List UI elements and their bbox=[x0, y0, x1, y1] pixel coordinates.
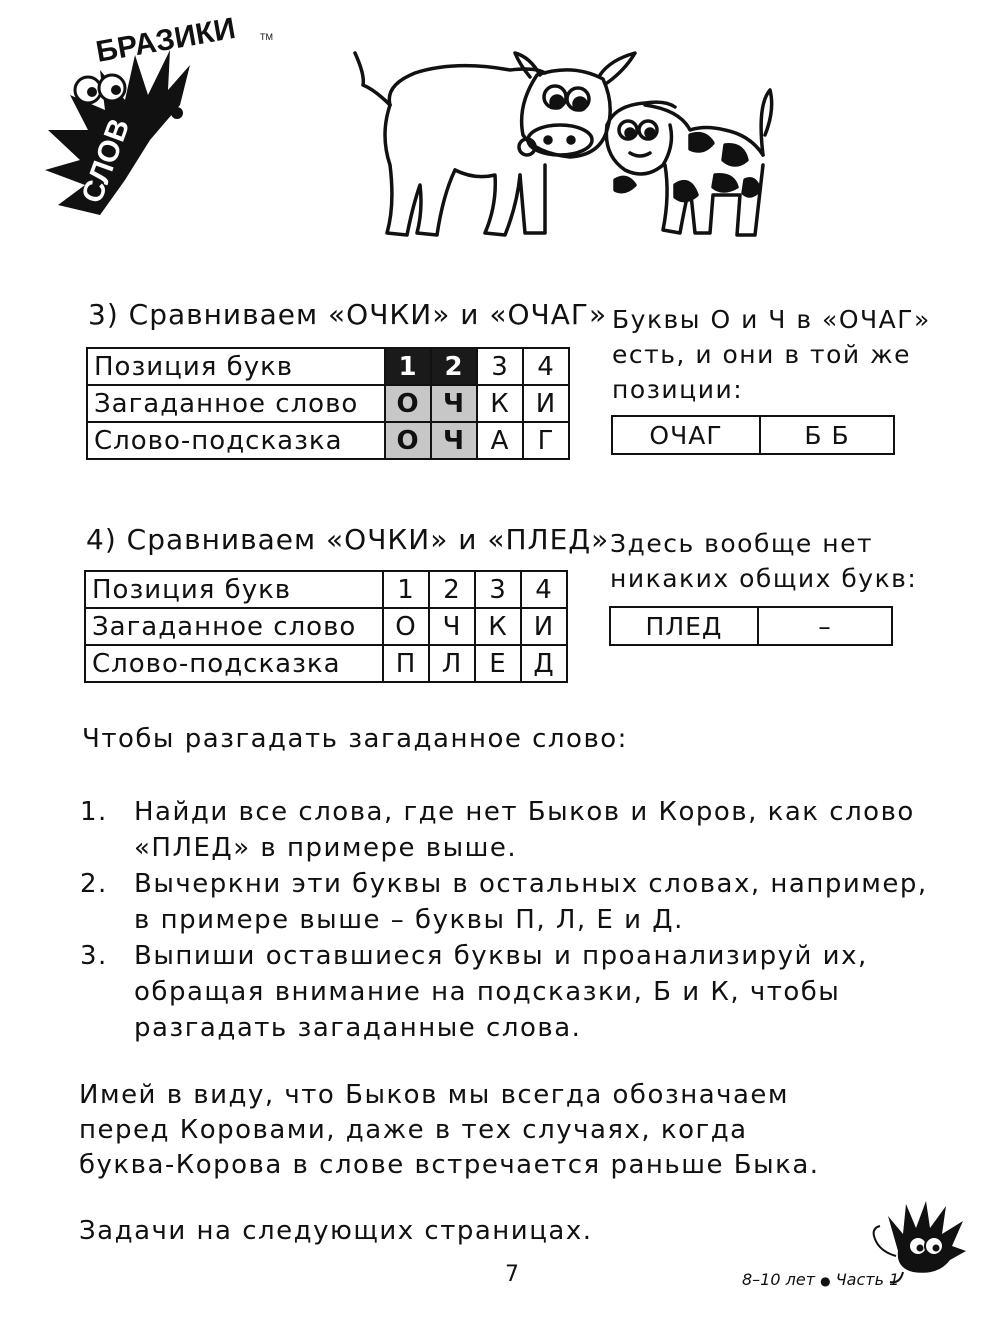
table-row bbox=[87, 422, 569, 459]
part-label: Часть 1 bbox=[835, 1270, 900, 1289]
note-line: Буквы О и Ч в «ОЧАГ» bbox=[612, 305, 931, 334]
row-label: Слово-подсказка bbox=[85, 645, 383, 682]
list-item bbox=[80, 866, 928, 938]
cell: О bbox=[385, 385, 431, 422]
cell: К bbox=[475, 608, 521, 645]
step-line: в примере выше – буквы П, Л, Е и Д. bbox=[134, 905, 684, 935]
result-word: ОЧАГ bbox=[612, 416, 760, 454]
row-label: Позиция букв bbox=[87, 348, 385, 385]
cell: 3 bbox=[477, 348, 523, 385]
table-row bbox=[85, 571, 567, 608]
example3-result-table bbox=[611, 415, 895, 455]
list-item bbox=[80, 938, 928, 1046]
cell: 3 bbox=[475, 571, 521, 608]
instructions-note bbox=[79, 1078, 820, 1183]
example4-note bbox=[610, 526, 917, 596]
logo-part1: СЛОВ bbox=[75, 114, 137, 208]
cell: Ч bbox=[429, 608, 475, 645]
cell: Е bbox=[475, 645, 521, 682]
page-number: 7 bbox=[505, 1262, 519, 1287]
cell: И bbox=[523, 385, 569, 422]
note-line: позиции: bbox=[612, 375, 744, 404]
svg-text:TM: TM bbox=[260, 32, 273, 42]
cows-illustration bbox=[345, 45, 775, 245]
note-line: есть, и они в той же bbox=[612, 340, 911, 369]
step-line: Вычеркни эти буквы в остальных словах, например, bbox=[134, 869, 928, 899]
example3-table bbox=[86, 347, 570, 460]
step-line: Выпиши оставшиеся буквы и проанализируй их, bbox=[134, 941, 868, 971]
note-line: никаких общих букв: bbox=[610, 564, 918, 593]
list-item bbox=[80, 794, 928, 866]
table-row bbox=[612, 416, 894, 454]
closing-text: Задачи на следующих страницах. bbox=[79, 1216, 593, 1246]
instructions-steps bbox=[80, 794, 928, 1046]
row-label: Позиция букв bbox=[85, 571, 383, 608]
cell: Г bbox=[523, 422, 569, 459]
note-line: перед Коровами, даже в тех случаях, когда bbox=[79, 1115, 748, 1145]
cell: 1 bbox=[383, 571, 429, 608]
step-line: Найди все слова, где нет Быков и Коров, как слово bbox=[134, 797, 915, 827]
row-label: Загаданное слово bbox=[85, 608, 383, 645]
cell: И bbox=[521, 608, 567, 645]
table-row bbox=[87, 385, 569, 422]
cell: 2 bbox=[431, 348, 477, 385]
cell: О bbox=[383, 608, 429, 645]
step-number: 3. bbox=[80, 941, 108, 971]
hedgehog-mascot-icon bbox=[868, 1196, 968, 1286]
note-line: Имей в виду, что Быков мы всегда обозначаем bbox=[79, 1080, 790, 1110]
table-row bbox=[87, 348, 569, 385]
result-value: – bbox=[758, 607, 892, 645]
table-row bbox=[85, 608, 567, 645]
example4-result-table bbox=[609, 606, 893, 646]
cell: А bbox=[477, 422, 523, 459]
step-line: обращая внимание на подсказки, Б и К, чтобы bbox=[134, 977, 841, 1007]
example4-table bbox=[84, 570, 568, 683]
slovobraziki-logo bbox=[40, 10, 340, 220]
step-number: 1. bbox=[80, 797, 108, 827]
note-line: Здесь вообще нет bbox=[610, 529, 874, 558]
cell: 4 bbox=[521, 571, 567, 608]
logo-title: БРАЗИКИ bbox=[93, 11, 238, 69]
note-line: буква-Корова в слове встречается раньше Быка. bbox=[79, 1150, 820, 1180]
table-row bbox=[85, 645, 567, 682]
instructions-intro: Чтобы разгадать загаданное слово: bbox=[82, 724, 628, 754]
row-label: Загаданное слово bbox=[87, 385, 385, 422]
row-label: Слово-подсказка bbox=[87, 422, 385, 459]
cell: 1 bbox=[385, 348, 431, 385]
example3-heading: 3) Сравниваем «ОЧКИ» и «ОЧАГ» bbox=[88, 298, 608, 331]
cell: Ч bbox=[431, 385, 477, 422]
step-number: 2. bbox=[80, 869, 108, 899]
cell: Ч bbox=[431, 422, 477, 459]
logo-eyes-icon bbox=[75, 75, 125, 103]
step-line: разгадать загаданные слова. bbox=[134, 1013, 582, 1043]
cell: О bbox=[385, 422, 431, 459]
cell: 2 bbox=[429, 571, 475, 608]
cell: К bbox=[477, 385, 523, 422]
example4-heading: 4) Сравниваем «ОЧКИ» и «ПЛЕД» bbox=[86, 523, 610, 556]
table-row bbox=[610, 607, 892, 645]
result-value: Б Б bbox=[760, 416, 894, 454]
step-line: «ПЛЕД» в примере выше. bbox=[134, 833, 518, 863]
age-label: 8–10 лет bbox=[742, 1270, 816, 1289]
separator-dot: ● bbox=[820, 1274, 831, 1288]
result-word: ПЛЕД bbox=[610, 607, 758, 645]
cell: 4 bbox=[523, 348, 569, 385]
cell: Л bbox=[429, 645, 475, 682]
cell: П bbox=[383, 645, 429, 682]
cell: Д bbox=[521, 645, 567, 682]
example3-note bbox=[612, 302, 931, 407]
